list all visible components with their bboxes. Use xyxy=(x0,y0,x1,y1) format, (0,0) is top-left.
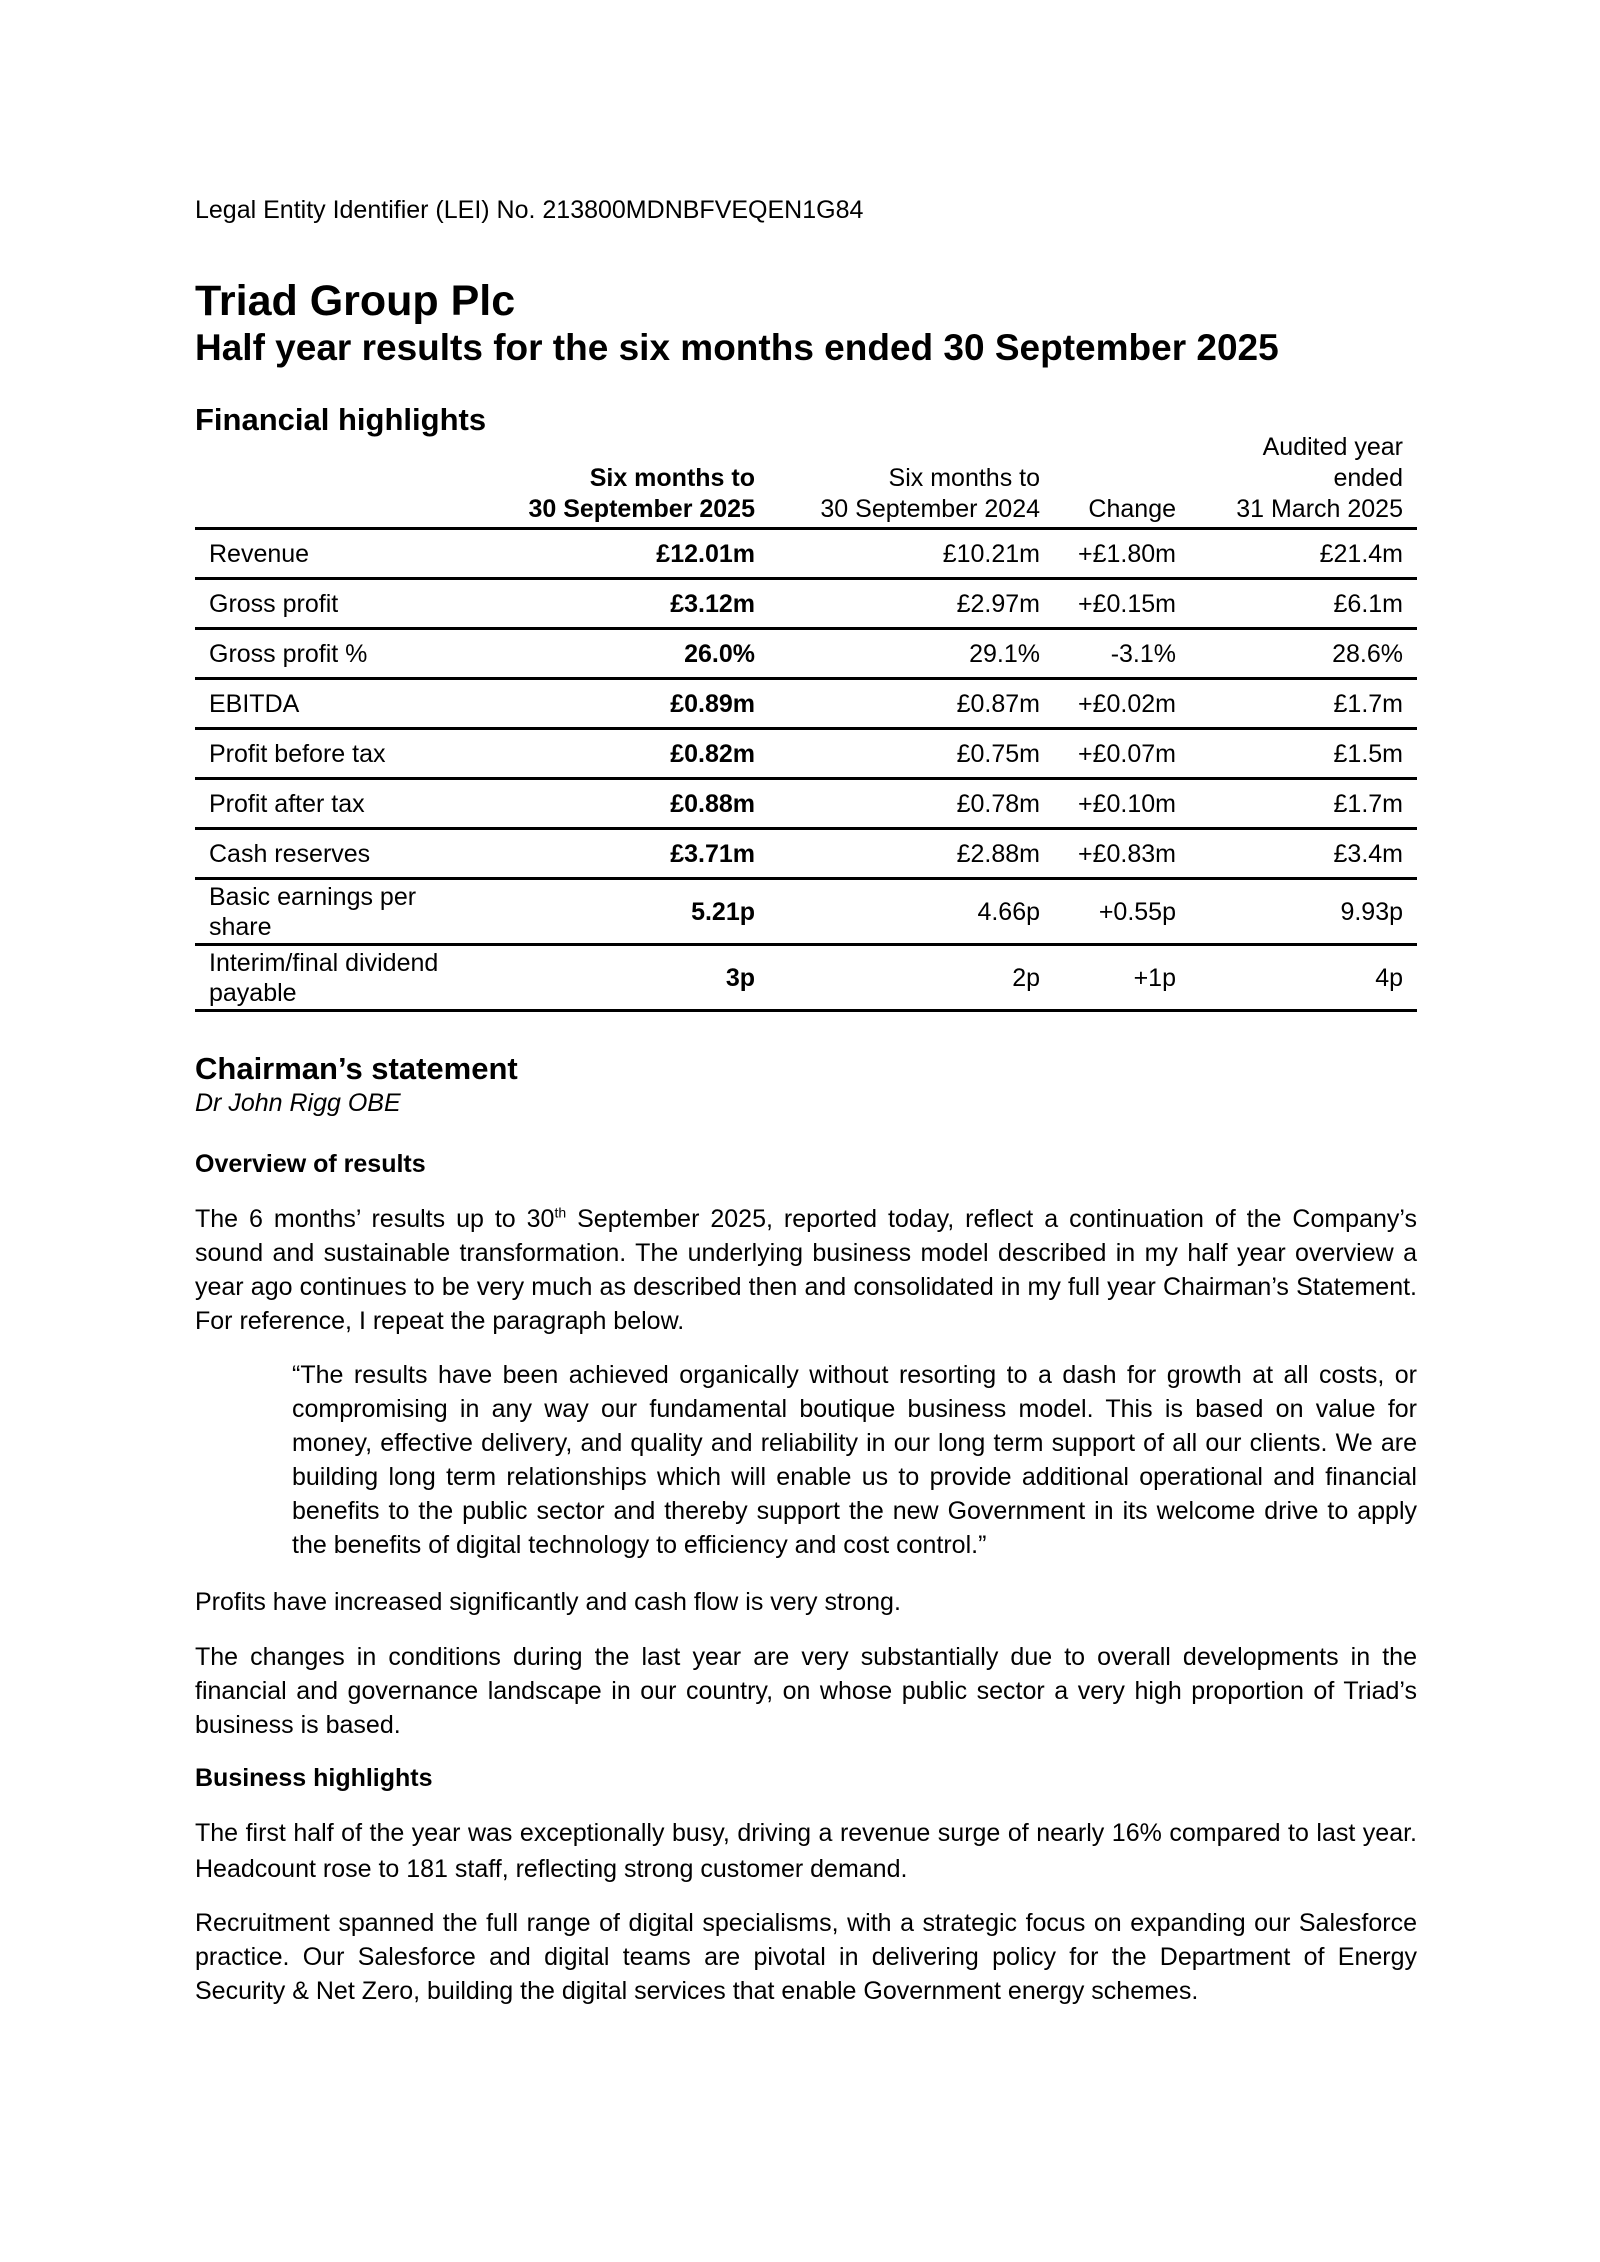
cell-change: +0.55p xyxy=(1054,879,1190,945)
cell-audited: £6.1m xyxy=(1190,579,1417,629)
header-current-line2: 30 September 2025 xyxy=(528,495,755,523)
cell-prior: £2.97m xyxy=(769,579,1054,629)
business-highlights-heading: Business highlights xyxy=(195,1764,433,1792)
conditions-paragraph: The changes in conditions during the last year are very substantially due to overall developments in the financial and governance landscape in our country, on whose public sector a very high proportion of Triad’s business is based. xyxy=(195,1643,1417,1739)
cell-current: £3.71m xyxy=(485,829,769,879)
cell-prior: £0.75m xyxy=(769,729,1054,779)
cell-audited: 4p xyxy=(1190,945,1417,1011)
header-current-line1: Six months to xyxy=(589,464,755,492)
header-change xyxy=(1054,432,1190,529)
cell-current: £3.12m xyxy=(485,579,769,629)
cell-audited: 28.6% xyxy=(1190,629,1417,679)
header-audited-line2: ended xyxy=(1333,464,1403,492)
cell-prior: £0.87m xyxy=(769,679,1054,729)
cell-prior: £0.78m xyxy=(769,779,1054,829)
cell-audited: £1.5m xyxy=(1190,729,1417,779)
cell-change: +£0.10m xyxy=(1054,779,1190,829)
header-prior-period xyxy=(769,432,1054,529)
cell-change: +£0.15m xyxy=(1054,579,1190,629)
table-row xyxy=(195,829,1417,879)
cell-prior: £10.21m xyxy=(769,529,1054,579)
row-label: Profit before tax xyxy=(195,729,485,779)
table-header-row xyxy=(195,432,1417,529)
quoted-paragraph: “The results have been achieved organically without resorting to a dash for growth at all costs, or compromising in any way our fundamental boutique business model. This is based on value for money, effective delivery, and quality and reliability in our long term support of all our clients. We are building long term relationships which will enable us to provide additional operational and financial benefits to the public sector and thereby support the new Government in its welcome drive to apply the benefits of digital technology to efficiency and cost control.” xyxy=(292,1361,1417,1559)
cell-current: £0.88m xyxy=(485,779,769,829)
table-row xyxy=(195,729,1417,779)
cell-change: +£0.07m xyxy=(1054,729,1190,779)
header-prior-line2: 30 September 2024 xyxy=(820,495,1040,523)
header-audited-line3: 31 March 2025 xyxy=(1236,495,1403,523)
row-label xyxy=(195,879,485,945)
overview-paragraph xyxy=(195,1202,1417,1338)
table-row xyxy=(195,629,1417,679)
header-current-period xyxy=(485,432,769,529)
row-label-line1: Basic earnings per xyxy=(209,882,417,911)
cell-change: +1p xyxy=(1054,945,1190,1011)
cell-prior: 4.66p xyxy=(769,879,1054,945)
document-title: Triad Group Plc xyxy=(195,277,516,325)
overview-heading: Overview of results xyxy=(195,1150,426,1178)
cell-current: £0.82m xyxy=(485,729,769,779)
header-audited-year xyxy=(1190,432,1417,529)
lei-line: Legal Entity Identifier (LEI) No. 213800MDNBFVEQEN1G84 xyxy=(195,196,864,224)
ordinal-superscript: th xyxy=(554,1204,567,1221)
chairmans-statement-heading: Chairman’s statement xyxy=(195,1051,518,1086)
cell-prior: 2p xyxy=(769,945,1054,1011)
cell-change: +£1.80m xyxy=(1054,529,1190,579)
cell-audited: £3.4m xyxy=(1190,829,1417,879)
header-audited-line1: Audited year xyxy=(1262,433,1403,461)
statement-author: Dr John Rigg OBE xyxy=(195,1089,401,1117)
financial-highlights-table xyxy=(195,432,1417,1012)
table-row xyxy=(195,945,1417,1011)
document-subtitle: Half year results for the six months ended 30 September 2025 xyxy=(195,327,1279,368)
row-label: Gross profit % xyxy=(195,629,485,679)
table-row xyxy=(195,679,1417,729)
cell-prior: 29.1% xyxy=(769,629,1054,679)
row-label-line2: payable xyxy=(209,978,297,1007)
table-row xyxy=(195,529,1417,579)
cell-current: 5.21p xyxy=(485,879,769,945)
header-prior-line1: Six months to xyxy=(888,464,1040,492)
row-label: Profit after tax xyxy=(195,779,485,829)
row-label-line2: share xyxy=(209,912,272,941)
cell-audited: £1.7m xyxy=(1190,679,1417,729)
table-row xyxy=(195,579,1417,629)
cell-current: 3p xyxy=(485,945,769,1011)
cell-audited: £1.7m xyxy=(1190,779,1417,829)
row-label: Revenue xyxy=(195,529,485,579)
financial-highlights-heading: Financial highlights xyxy=(195,402,487,437)
row-label: Cash reserves xyxy=(195,829,485,879)
table-row xyxy=(195,879,1417,945)
cell-change: +£0.83m xyxy=(1054,829,1190,879)
business-paragraph-2: Recruitment spanned the full range of digital specialisms, with a strategic focus on expanding our Salesforce practice. Our Salesforce and digital teams are pivotal in delivering policy for the Department of Energy Security & Net Zero, building the digital services that enable Government energy schemes. xyxy=(195,1909,1417,2005)
row-label-line1: Interim/final dividend xyxy=(209,948,439,977)
cell-change: -3.1% xyxy=(1054,629,1190,679)
paragraph-text-part: The 6 months’ results up to 30 xyxy=(195,1205,555,1233)
paragraph-text-part: September 2025, reported today, reflect a continuation of the Company’s sound and sustainable transformation. The underlying business model described in my half year overview a year ago continues to be very much as described then and consolidated in my full year Chairman’s Statement. For reference, I repeat the paragraph below. xyxy=(195,1205,1417,1335)
row-label xyxy=(195,945,485,1011)
cell-change: +£0.02m xyxy=(1054,679,1190,729)
cell-prior: £2.88m xyxy=(769,829,1054,879)
header-label-column xyxy=(195,432,485,529)
table-row xyxy=(195,779,1417,829)
cell-audited: 9.93p xyxy=(1190,879,1417,945)
cell-current: £12.01m xyxy=(485,529,769,579)
row-label: EBITDA xyxy=(195,679,485,729)
cell-current: 26.0% xyxy=(485,629,769,679)
cell-current: £0.89m xyxy=(485,679,769,729)
header-change-label: Change xyxy=(1088,495,1176,523)
row-label: Gross profit xyxy=(195,579,485,629)
cell-audited: £21.4m xyxy=(1190,529,1417,579)
business-paragraph-1: The first half of the year was exceptionally busy, driving a revenue surge of nearly 16% compared to last year. Headcount rose to 181 staff, reflecting strong customer demand. xyxy=(195,1819,1417,1883)
profits-paragraph: Profits have increased significantly and cash flow is very strong. xyxy=(195,1588,901,1616)
